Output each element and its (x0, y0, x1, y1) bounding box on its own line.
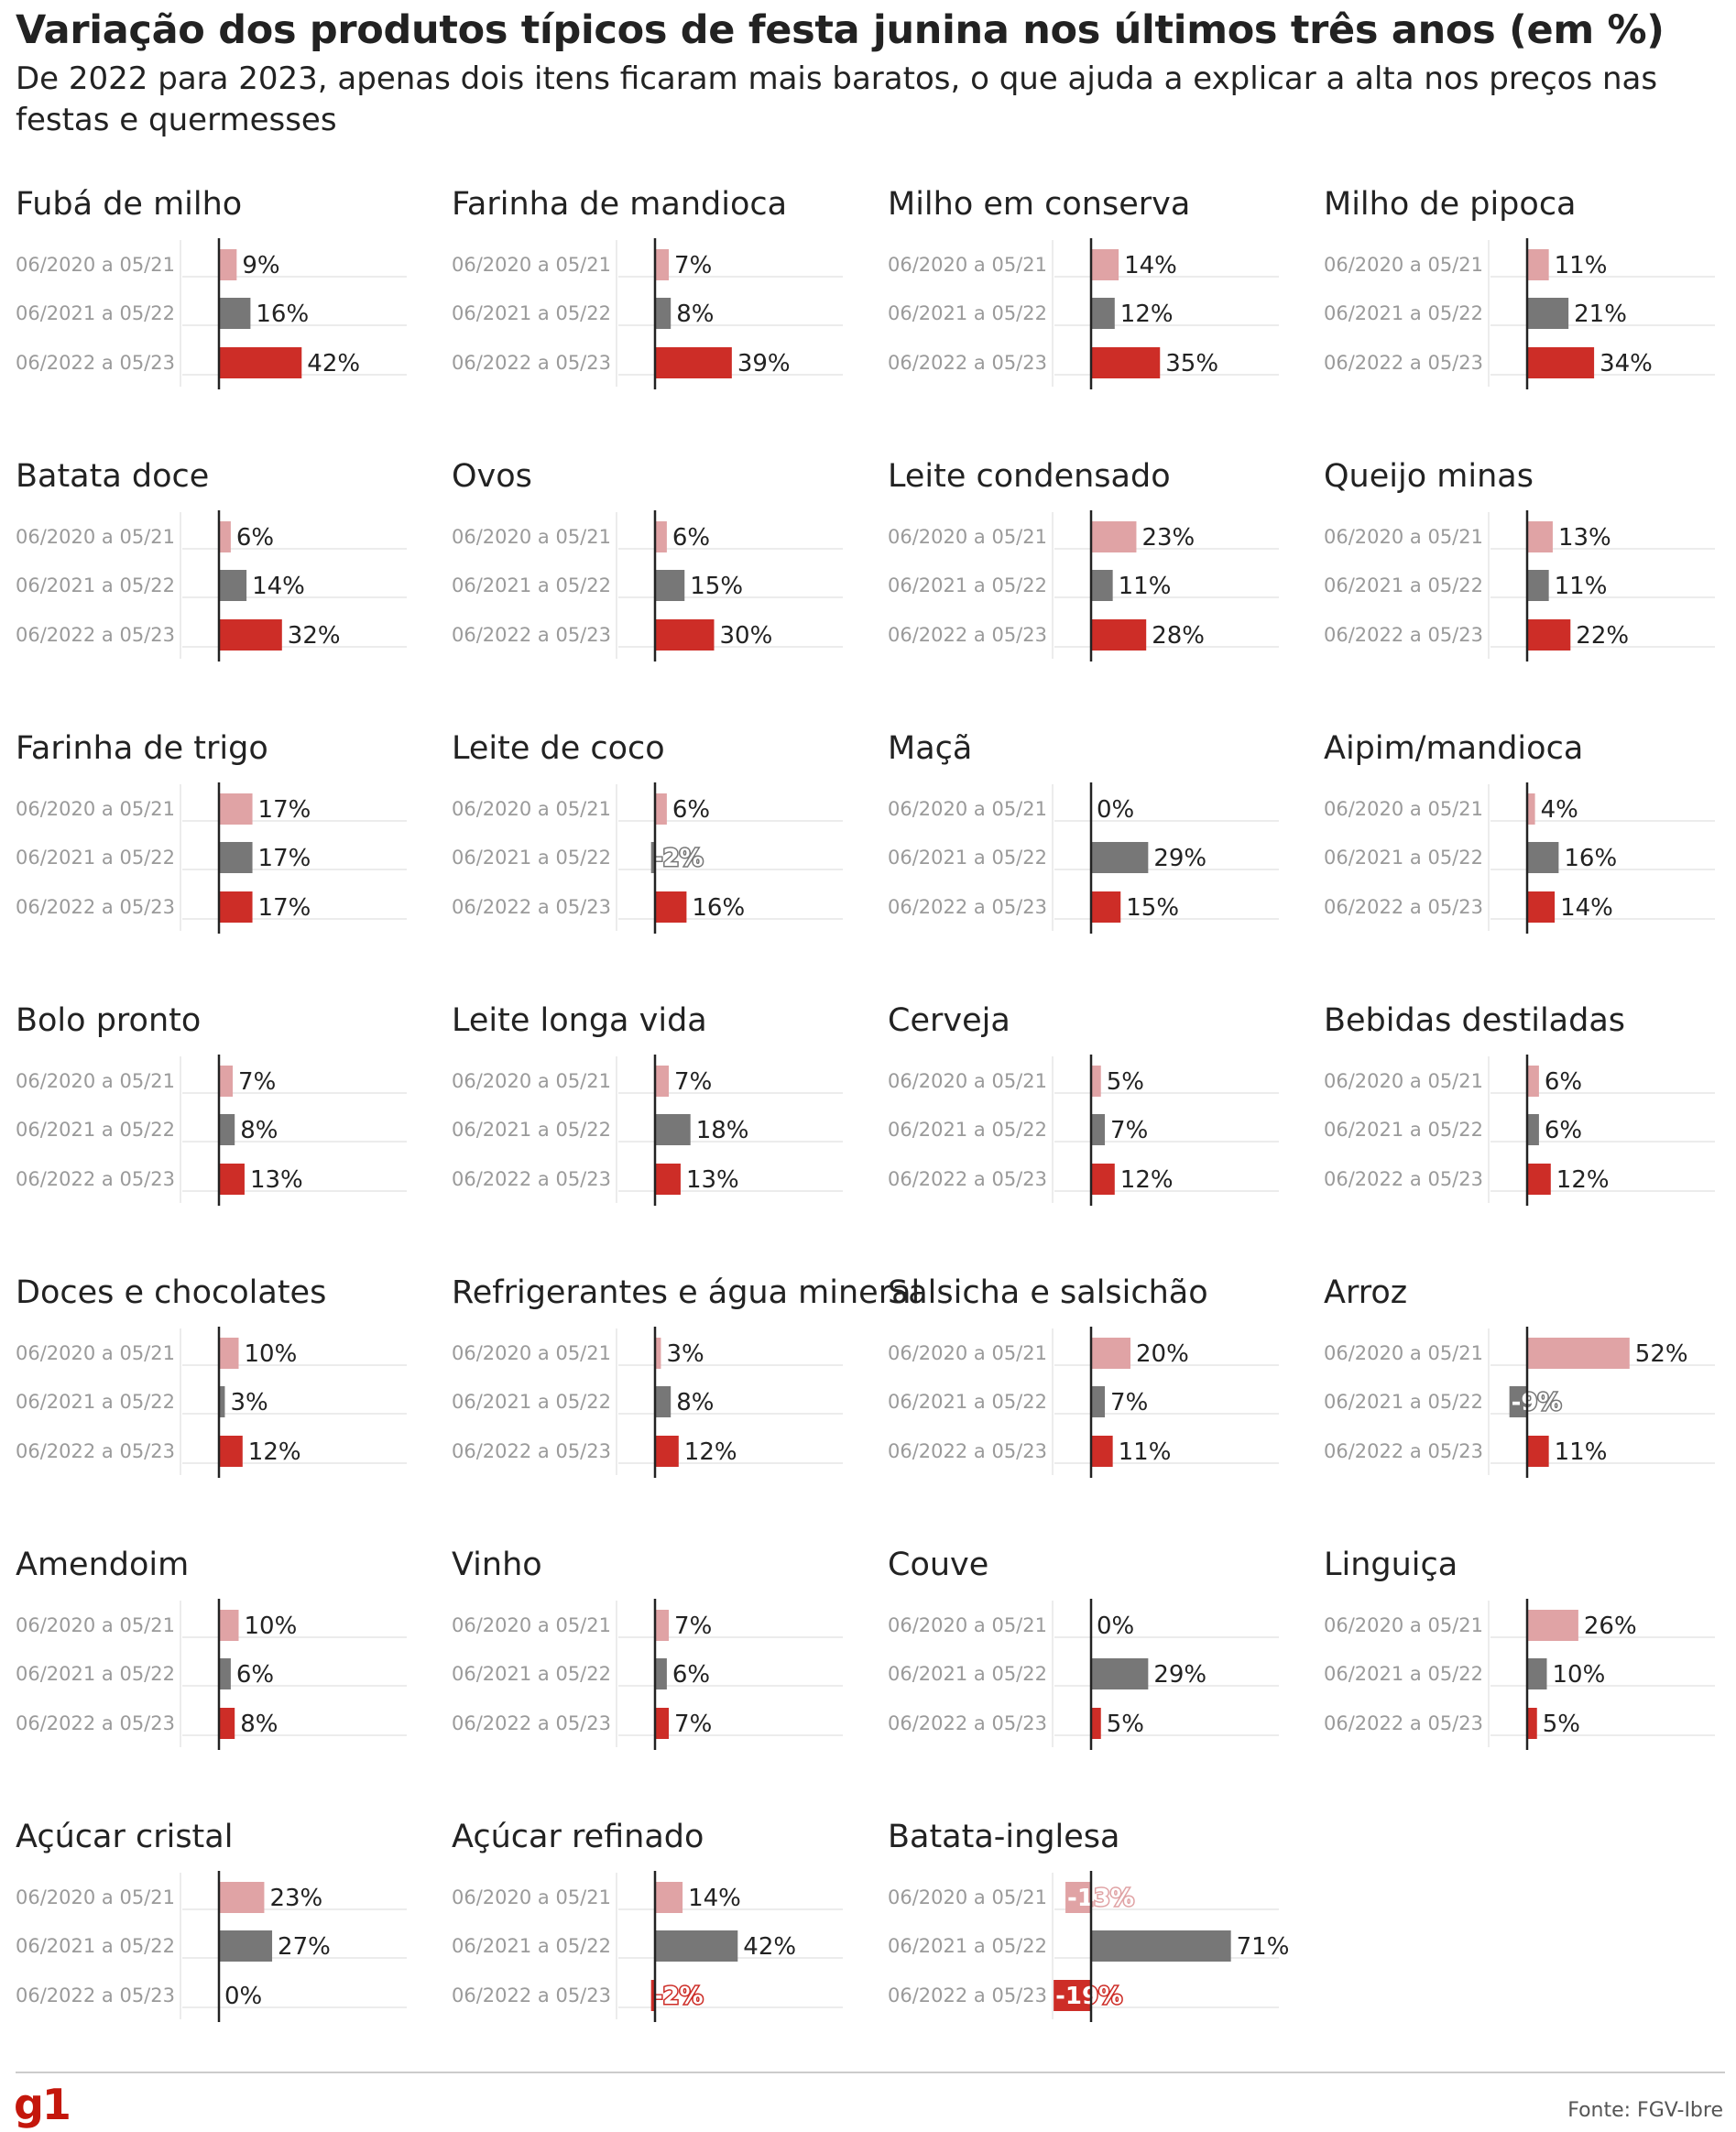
value-label: 12% (1119, 301, 1174, 328)
bar (655, 1610, 669, 1641)
product-panel (888, 458, 1279, 661)
category-label: 06/2022 a 05/23 (452, 1984, 611, 2006)
value-label: 5% (1542, 1711, 1580, 1738)
bar (655, 1066, 669, 1097)
product-panel (16, 458, 407, 661)
bar (1527, 842, 1558, 873)
value-label: 26% (1583, 1613, 1637, 1640)
value-label: 4% (1540, 796, 1578, 824)
product-name: Batata doce (16, 458, 210, 495)
value-label: 30% (719, 622, 773, 650)
bar (655, 1930, 737, 1962)
category-label: 06/2020 a 05/21 (888, 798, 1047, 820)
bar (219, 619, 282, 651)
category-label: 06/2021 a 05/22 (1324, 1663, 1483, 1685)
category-label: 06/2021 a 05/22 (888, 1663, 1047, 1685)
chart-subtitle: De 2022 para 2023, apenas dois itens ficaram mais baratos, o que ajuda a explicar a alta nos preços nas festas e quermesses (16, 60, 1658, 138)
bar (219, 249, 236, 280)
product-panel (1324, 1274, 1715, 1478)
bar (655, 1386, 671, 1417)
bar (219, 1114, 235, 1145)
category-label: 06/2022 a 05/23 (16, 896, 175, 918)
value-label: 12% (247, 1438, 301, 1466)
bar (1091, 1436, 1113, 1467)
category-label: 06/2020 a 05/21 (888, 1342, 1047, 1364)
category-label: 06/2022 a 05/23 (1324, 1440, 1483, 1462)
value-label: 14% (1560, 894, 1613, 922)
category-label: 06/2021 a 05/22 (452, 302, 611, 324)
category-label: 06/2022 a 05/23 (16, 1712, 175, 1734)
product-panel (452, 730, 843, 934)
value-label: 29% (1153, 845, 1207, 872)
value-label: 5% (1106, 1711, 1144, 1738)
category-label: 06/2020 a 05/21 (16, 254, 175, 276)
value-label: 11% (1118, 1438, 1172, 1466)
value-label: 12% (1556, 1166, 1610, 1194)
product-panel (1324, 1002, 1715, 1206)
category-label: 06/2022 a 05/23 (16, 1168, 175, 1190)
category-label: 06/2021 a 05/22 (888, 1935, 1047, 1957)
category-label: 06/2022 a 05/23 (16, 1440, 175, 1462)
value-label: 17% (257, 796, 311, 824)
bar (219, 1066, 233, 1097)
product-panel (16, 1274, 407, 1478)
category-label: 06/2022 a 05/23 (1324, 1168, 1483, 1190)
category-label: 06/2022 a 05/23 (452, 1168, 611, 1190)
product-panel (16, 1002, 407, 1206)
bar (219, 842, 253, 873)
bar (1091, 842, 1148, 873)
product-name: Milho em conserva (888, 186, 1191, 223)
category-label: 06/2020 a 05/21 (452, 1886, 611, 1908)
bar (1091, 1658, 1148, 1689)
category-label: 06/2021 a 05/22 (452, 574, 611, 596)
value-label: 5% (1106, 1068, 1144, 1096)
bar (655, 891, 686, 923)
bar (1091, 249, 1119, 280)
bar (219, 1708, 235, 1739)
value-label: -2% (652, 1983, 704, 2010)
category-label: 06/2021 a 05/22 (888, 847, 1047, 869)
product-panel (452, 1819, 843, 2022)
value-label: -19% (1055, 1983, 1123, 2010)
product-panel (452, 186, 843, 389)
category-label: 06/2022 a 05/23 (888, 1440, 1047, 1462)
product-name: Salsicha e salsichão (888, 1274, 1208, 1311)
product-panel (1324, 458, 1715, 661)
bar (219, 298, 250, 329)
product-name: Leite longa vida (452, 1002, 707, 1039)
value-label: 12% (1119, 1166, 1174, 1194)
bar (1091, 570, 1113, 601)
value-label: 20% (1136, 1340, 1189, 1368)
bar (1527, 347, 1594, 378)
bar (219, 891, 253, 923)
value-label: 16% (1564, 845, 1618, 872)
value-label: 10% (244, 1613, 298, 1640)
value-label: 8% (240, 1117, 278, 1144)
category-label: 06/2022 a 05/23 (888, 1984, 1047, 2006)
value-label: 8% (676, 1389, 715, 1416)
bar (1091, 1164, 1115, 1195)
g1-logo: g1 (14, 2080, 70, 2129)
bar (1527, 1164, 1551, 1195)
product-panel (16, 1547, 407, 1750)
category-label: 06/2020 a 05/21 (16, 1342, 175, 1364)
category-label: 06/2022 a 05/23 (888, 352, 1047, 374)
product-name: Açúcar cristal (16, 1819, 234, 1855)
category-label: 06/2020 a 05/21 (452, 1342, 611, 1364)
value-label: 23% (269, 1885, 323, 1912)
product-panel (1324, 186, 1715, 389)
product-panel (888, 1274, 1279, 1478)
bar (1527, 249, 1549, 280)
value-label: 15% (690, 573, 744, 600)
category-label: 06/2020 a 05/21 (16, 798, 175, 820)
chart-title: Variação dos produtos típicos de festa junina nos últimos três anos (em %) (16, 7, 1665, 53)
value-label: 6% (671, 524, 711, 552)
value-label: 18% (695, 1117, 749, 1144)
value-label: 6% (235, 1661, 275, 1689)
value-label: 7% (674, 1068, 713, 1096)
bar (1091, 1386, 1105, 1417)
value-label: 0% (1097, 1613, 1135, 1640)
product-panel (452, 458, 843, 661)
value-label: 42% (307, 350, 361, 377)
value-label: 34% (1600, 350, 1653, 377)
bar (219, 1164, 245, 1195)
category-label: 06/2020 a 05/21 (888, 1070, 1047, 1092)
value-label: 11% (1554, 573, 1608, 600)
bar (219, 1658, 231, 1689)
bar (219, 1930, 272, 1962)
bar (655, 619, 715, 651)
product-name: Linguiça (1324, 1547, 1458, 1583)
bar (1091, 619, 1146, 651)
bar (1527, 298, 1568, 329)
product-name: Fubá de milho (16, 186, 243, 223)
category-label: 06/2020 a 05/21 (1324, 526, 1483, 548)
category-label: 06/2022 a 05/23 (1324, 624, 1483, 646)
bar (1091, 1708, 1101, 1739)
category-label: 06/2020 a 05/21 (452, 526, 611, 548)
category-label: 06/2020 a 05/21 (16, 1070, 175, 1092)
value-label: -2% (652, 845, 704, 872)
value-label: 12% (683, 1438, 737, 1466)
value-label: 14% (252, 573, 305, 600)
value-label: -13% (1067, 1885, 1135, 1912)
category-label: 06/2020 a 05/21 (1324, 254, 1483, 276)
category-label: 06/2022 a 05/23 (16, 352, 175, 374)
bar (1091, 521, 1136, 552)
product-name: Maçã (888, 730, 973, 767)
category-label: 06/2022 a 05/23 (888, 1712, 1047, 1734)
category-label: 06/2022 a 05/23 (452, 624, 611, 646)
category-label: 06/2020 a 05/21 (16, 1614, 175, 1636)
category-label: 06/2021 a 05/22 (1324, 847, 1483, 869)
category-label: 06/2022 a 05/23 (16, 1984, 175, 2006)
value-label: 6% (1544, 1068, 1583, 1096)
value-label: 6% (1544, 1117, 1583, 1144)
category-label: 06/2020 a 05/21 (16, 1886, 175, 1908)
bar (1091, 347, 1160, 378)
value-label: 13% (1557, 524, 1611, 552)
category-label: 06/2020 a 05/21 (452, 1070, 611, 1092)
product-name: Cerveja (888, 1002, 1010, 1039)
product-name: Refrigerantes e água mineral (452, 1274, 921, 1311)
bar (655, 298, 671, 329)
value-label: -9% (1511, 1389, 1562, 1416)
bar (1527, 619, 1570, 651)
product-panel (16, 1819, 407, 2022)
value-label: 14% (688, 1885, 741, 1912)
value-label: 17% (257, 894, 311, 922)
category-label: 06/2020 a 05/21 (1324, 1342, 1483, 1364)
product-name: Milho de pipoca (1324, 186, 1577, 223)
product-name: Batata-inglesa (888, 1819, 1120, 1855)
value-label: 13% (685, 1166, 739, 1194)
category-label: 06/2022 a 05/23 (452, 1712, 611, 1734)
bar (1091, 891, 1120, 923)
value-label: 7% (1110, 1117, 1149, 1144)
value-label: 10% (1552, 1661, 1606, 1689)
category-label: 06/2020 a 05/21 (1324, 1614, 1483, 1636)
value-label: 11% (1554, 1438, 1608, 1466)
product-name: Amendoim (16, 1547, 190, 1583)
value-label: 13% (249, 1166, 303, 1194)
category-label: 06/2021 a 05/22 (452, 1391, 611, 1413)
bar (1091, 1114, 1105, 1145)
category-label: 06/2021 a 05/22 (888, 1119, 1047, 1141)
value-label: 8% (240, 1711, 278, 1738)
value-label: 11% (1118, 573, 1172, 600)
category-label: 06/2021 a 05/22 (16, 302, 175, 324)
category-label: 06/2021 a 05/22 (452, 1935, 611, 1957)
category-label: 06/2021 a 05/22 (16, 1935, 175, 1957)
value-label: 39% (737, 350, 791, 377)
value-label: 8% (676, 301, 715, 328)
bar (655, 1114, 691, 1145)
category-label: 06/2021 a 05/22 (1324, 302, 1483, 324)
bar (655, 1436, 679, 1467)
value-label: 16% (256, 301, 310, 328)
category-label: 06/2021 a 05/22 (16, 1391, 175, 1413)
value-label: 27% (278, 1933, 331, 1961)
product-name: Leite de coco (452, 730, 665, 767)
value-label: 21% (1574, 301, 1627, 328)
bar (655, 347, 732, 378)
value-label: 6% (671, 796, 711, 824)
value-label: 11% (1554, 252, 1608, 279)
category-label: 06/2022 a 05/23 (1324, 352, 1483, 374)
bar (1527, 1658, 1547, 1689)
product-name: Bolo pronto (16, 1002, 202, 1039)
category-label: 06/2021 a 05/22 (1324, 1119, 1483, 1141)
value-label: 16% (692, 894, 746, 922)
category-label: 06/2022 a 05/23 (888, 896, 1047, 918)
value-label: 7% (674, 1613, 713, 1640)
bar (1091, 1930, 1231, 1962)
value-label: 0% (1097, 796, 1135, 824)
product-name: Doces e chocolates (16, 1274, 327, 1311)
value-label: 7% (238, 1068, 277, 1096)
category-label: 06/2020 a 05/21 (16, 526, 175, 548)
category-label: 06/2022 a 05/23 (452, 352, 611, 374)
product-name: Couve (888, 1547, 989, 1583)
bar (655, 249, 669, 280)
bar (655, 570, 684, 601)
product-panel (888, 1547, 1279, 1750)
value-label: 15% (1126, 894, 1180, 922)
category-label: 06/2021 a 05/22 (452, 1119, 611, 1141)
category-label: 06/2021 a 05/22 (888, 574, 1047, 596)
category-label: 06/2020 a 05/21 (452, 798, 611, 820)
category-label: 06/2022 a 05/23 (1324, 896, 1483, 918)
bar (219, 347, 301, 378)
category-label: 06/2022 a 05/23 (452, 896, 611, 918)
category-label: 06/2022 a 05/23 (888, 624, 1047, 646)
bar (655, 1708, 669, 1739)
value-label: 14% (1124, 252, 1177, 279)
value-label: 28% (1152, 622, 1205, 650)
value-label: 10% (244, 1340, 298, 1368)
bar (219, 1882, 264, 1913)
bar (1091, 1338, 1130, 1369)
value-label: 52% (1634, 1340, 1688, 1368)
category-label: 06/2020 a 05/21 (888, 1614, 1047, 1636)
bar (655, 521, 667, 552)
value-label: 6% (235, 524, 275, 552)
product-panel (1324, 730, 1715, 934)
product-panel (452, 1274, 920, 1478)
product-panel (888, 1002, 1279, 1206)
bar (655, 1658, 667, 1689)
bar (1527, 1114, 1539, 1145)
product-name: Farinha de trigo (16, 730, 268, 767)
product-panel (16, 730, 407, 934)
value-label: 7% (674, 1711, 713, 1738)
bar (219, 521, 231, 552)
value-label: 23% (1141, 524, 1196, 552)
product-name: Açúcar refinado (452, 1819, 704, 1855)
value-label: 29% (1153, 1661, 1207, 1689)
category-label: 06/2020 a 05/21 (1324, 1070, 1483, 1092)
value-label: 0% (224, 1983, 263, 2010)
product-panel (888, 186, 1279, 389)
value-label: 32% (287, 622, 341, 650)
product-name: Queijo minas (1324, 458, 1534, 495)
footer-divider (16, 2072, 1725, 2073)
bar (219, 1610, 239, 1641)
value-label: 35% (1165, 350, 1219, 377)
bar (219, 793, 253, 825)
bar (1527, 793, 1535, 825)
category-label: 06/2020 a 05/21 (1324, 798, 1483, 820)
product-name: Ovos (452, 458, 532, 495)
category-label: 06/2021 a 05/22 (888, 302, 1047, 324)
bar (1527, 521, 1553, 552)
bar (219, 1436, 243, 1467)
value-label: 7% (1110, 1389, 1149, 1416)
category-label: 06/2022 a 05/23 (888, 1168, 1047, 1190)
category-label: 06/2022 a 05/23 (16, 624, 175, 646)
category-label: 06/2021 a 05/22 (888, 1391, 1047, 1413)
bar (655, 1164, 681, 1195)
bar (219, 570, 246, 601)
category-label: 06/2021 a 05/22 (16, 1663, 175, 1685)
product-panel (1324, 1547, 1715, 1750)
category-label: 06/2020 a 05/21 (888, 254, 1047, 276)
product-name: Farinha de mandioca (452, 186, 788, 223)
value-label: 22% (1576, 622, 1630, 650)
value-label: 3% (666, 1340, 704, 1368)
product-name: Arroz (1324, 1274, 1408, 1311)
source-note: Fonte: FGV-Ibre (1567, 2099, 1723, 2122)
category-label: 06/2021 a 05/22 (452, 847, 611, 869)
bar (1527, 1610, 1578, 1641)
value-label: 17% (257, 845, 311, 872)
value-label: 6% (671, 1661, 711, 1689)
product-name: Vinho (452, 1547, 542, 1583)
category-label: 06/2021 a 05/22 (16, 1119, 175, 1141)
bar (1091, 298, 1115, 329)
category-label: 06/2020 a 05/21 (452, 254, 611, 276)
category-label: 06/2022 a 05/23 (1324, 1712, 1483, 1734)
category-label: 06/2021 a 05/22 (16, 847, 175, 869)
value-label: 3% (230, 1389, 268, 1416)
category-label: 06/2020 a 05/21 (888, 1886, 1047, 1908)
product-panel (888, 1819, 1289, 2022)
category-label: 06/2022 a 05/23 (452, 1440, 611, 1462)
category-label: 06/2021 a 05/22 (16, 574, 175, 596)
category-label: 06/2020 a 05/21 (888, 526, 1047, 548)
category-label: 06/2021 a 05/22 (1324, 574, 1483, 596)
category-label: 06/2021 a 05/22 (1324, 1391, 1483, 1413)
product-panel (888, 730, 1279, 934)
product-panel (16, 186, 407, 389)
category-label: 06/2021 a 05/22 (452, 1663, 611, 1685)
bar (1527, 1338, 1630, 1369)
bar (1527, 570, 1549, 601)
bar (219, 1338, 239, 1369)
value-label: 9% (242, 252, 280, 279)
product-panel (452, 1547, 843, 1750)
category-label: 06/2020 a 05/21 (452, 1614, 611, 1636)
bar (1091, 1066, 1101, 1097)
bar (1527, 1066, 1539, 1097)
bar (1527, 1436, 1549, 1467)
product-name: Bebidas destiladas (1324, 1002, 1626, 1039)
product-name: Aipim/mandioca (1324, 730, 1584, 767)
product-name: Leite condensado (888, 458, 1171, 495)
value-label: 7% (674, 252, 713, 279)
bar (1527, 1708, 1537, 1739)
bar (655, 793, 667, 825)
product-panel (452, 1002, 843, 1206)
value-label: 42% (743, 1933, 797, 1961)
value-label: 71% (1236, 1933, 1290, 1961)
bar (1527, 891, 1555, 923)
bar (655, 1882, 682, 1913)
